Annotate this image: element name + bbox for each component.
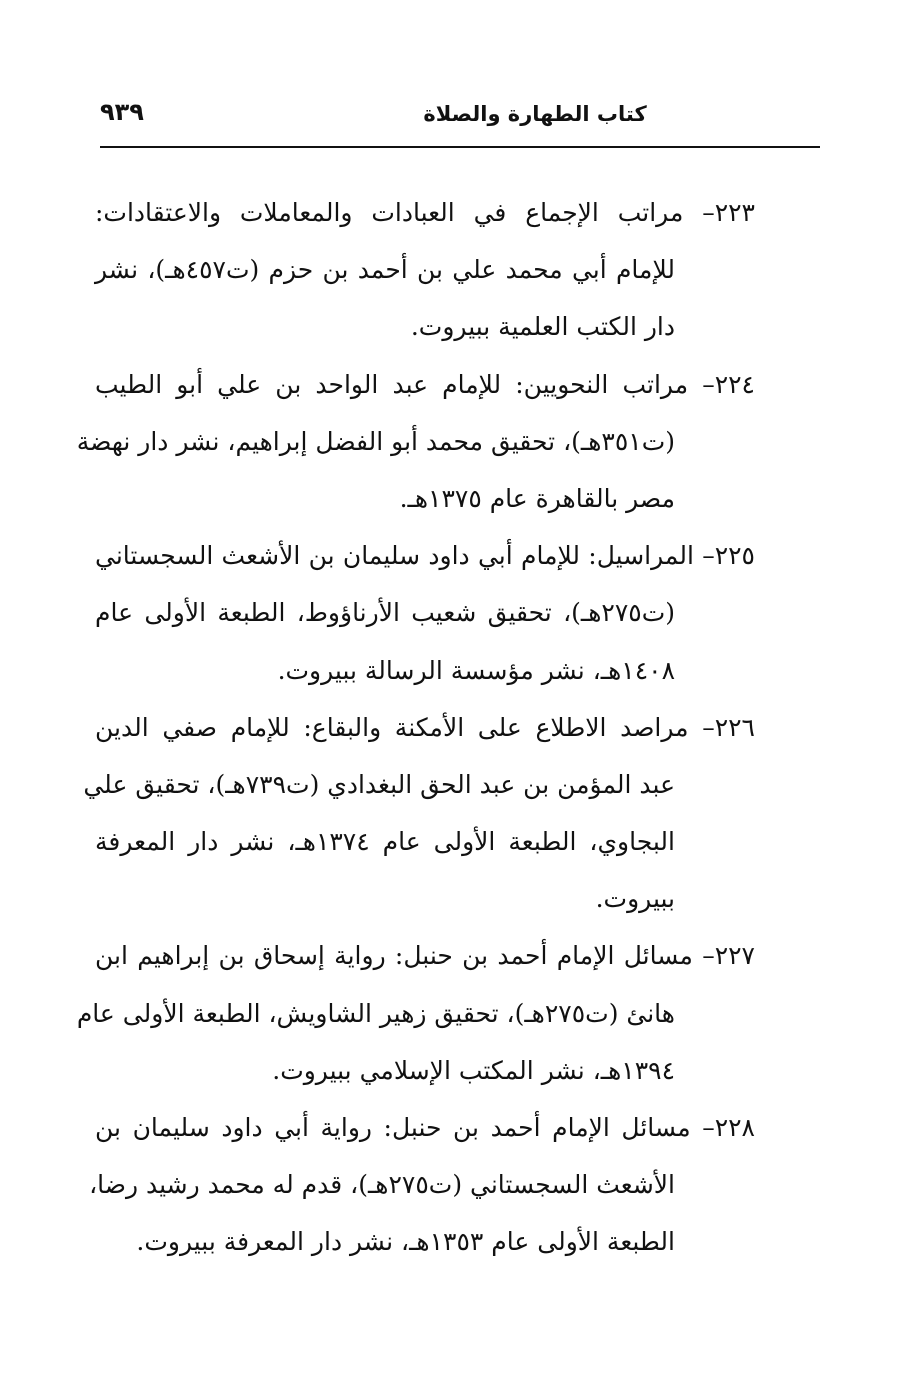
entry-line: البجاوي، الطبعة الأولى عام ١٣٧٤هـ، نشر دار المعرفة: [95, 827, 675, 857]
bibliography-entry-228: [89, 1099, 755, 1271]
bibliography-entry-223: [95, 184, 755, 356]
header-divider: [100, 146, 820, 148]
entry-line: عبد المؤمن بن عبد الحق البغدادي (ت٧٣٩هـ)، تحقيق علي: [83, 769, 675, 799]
entry-line: مصر بالقاهرة عام ١٣٧٥هـ.: [399, 483, 675, 513]
entry-line: ٢٢٨– مسائل الإمام أحمد بن حنبل: رواية أبي داود سليمان بن: [95, 1113, 755, 1142]
entry-line: ٢٢٤– مراتب النحويين: للإمام عبد الواحد بن علي أبو الطيب: [95, 369, 755, 399]
entry-line: ١٤٠٨هـ، نشر مؤسسة الرسالة ببيروت.: [277, 655, 675, 685]
entry-line: الطبعة الأولى عام ١٣٥٣هـ، نشر دار المعرفة ببيروت.: [136, 1227, 675, 1257]
page-number: ٩٣٩: [100, 98, 144, 126]
entry-line: الأشعث السجستاني (ت٢٧٥هـ)، قدم له محمد رشيد رضا،: [89, 1170, 675, 1200]
bibliography-entry-225: [95, 527, 755, 699]
entry-line: ١٣٩٤هـ، نشر المكتب الإسلامي ببيروت.: [272, 1055, 675, 1085]
entry-line: ٢٢٦– مراصد الاطلاع على الأمكنة والبقاع: للإمام صفي الدين: [95, 712, 755, 742]
entry-line: ٢٢٧– مسائل الإمام أحمد بن حنبل: رواية إسحاق بن إبراهيم ابن: [95, 941, 755, 971]
entry-line: للإمام أبي محمد علي بن أحمد بن حزم (ت٤٥٧هـ)، نشر: [95, 255, 675, 285]
header-title: كتاب الطهارة والصلاة: [423, 102, 647, 126]
running-header: [100, 96, 820, 146]
entry-line: ٢٢٥– المراسيل: للإمام أبي داود سليمان بن الأشعث السجستاني: [95, 541, 755, 571]
bibliography-entry-224: [76, 356, 755, 528]
entry-line: ببيروت.: [595, 884, 675, 914]
entry-line: هانئ (ت٢٧٥هـ)، تحقيق زهير الشاويش، الطبعة الأولى عام: [76, 998, 675, 1028]
bibliography-entry-227: [76, 927, 755, 1099]
entry-line: (ت٣٥١هـ)، تحقيق محمد أبو الفضل إبراهيم، نشر دار نهضة: [76, 426, 675, 456]
entry-line: ٢٢٣– مراتب الإجماع في العبادات والمعاملات والاعتقادات:: [95, 198, 755, 227]
bibliography-list: [76, 184, 755, 1271]
bibliography-entry-226: [83, 699, 755, 928]
entry-line: (ت٢٧٥هـ)، تحقيق شعيب الأرناؤوط، الطبعة الأولى عام: [95, 598, 675, 628]
entry-line: دار الكتب العلمية ببيروت.: [410, 312, 675, 342]
